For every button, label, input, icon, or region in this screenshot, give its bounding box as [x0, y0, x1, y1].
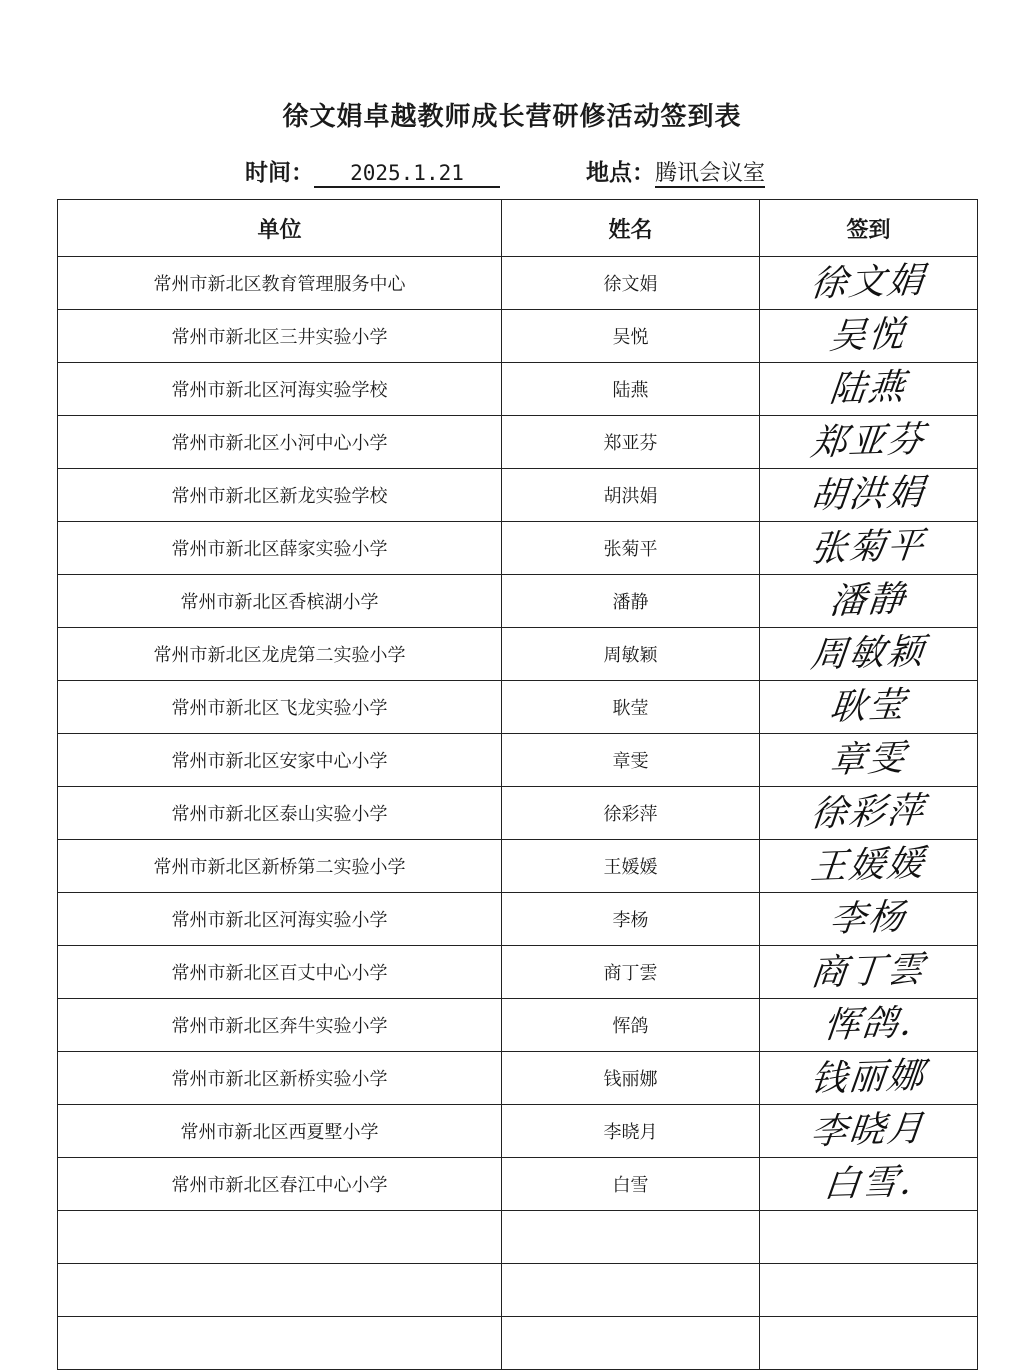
cell-name: 李杨 — [502, 893, 760, 946]
cell-signature — [760, 1105, 978, 1158]
cell-name: 周敏颖 — [502, 628, 760, 681]
empty-cell — [502, 1211, 760, 1264]
table-row — [58, 363, 978, 416]
table-row — [58, 787, 978, 840]
cell-unit: 常州市新北区百丈中心小学 — [58, 946, 502, 999]
table-row — [58, 416, 978, 469]
table-row — [58, 734, 978, 787]
table-body — [58, 257, 978, 1370]
table-row — [58, 1105, 978, 1158]
handwritten-signature: 王媛媛 — [809, 843, 928, 888]
table-row — [58, 840, 978, 893]
handwritten-signature: 耿莹 — [828, 684, 909, 729]
empty-cell — [58, 1211, 502, 1264]
empty-row — [58, 1264, 978, 1317]
empty-cell — [760, 1317, 978, 1370]
table-header-row — [58, 200, 978, 257]
place-label: 地点： — [586, 159, 655, 186]
sheet-title: 徐文娟卓越教师成长营研修活动签到表 — [282, 102, 742, 132]
cell-name: 钱丽娜 — [502, 1052, 760, 1105]
table-row — [58, 681, 978, 734]
cell-unit: 常州市新北区西夏墅小学 — [58, 1105, 502, 1158]
time-label: 时间： — [245, 159, 314, 186]
place-field — [586, 154, 765, 187]
cell-name: 徐彩萍 — [502, 787, 760, 840]
cell-name: 王媛媛 — [502, 840, 760, 893]
cell-unit: 常州市新北区奔牛实验小学 — [58, 999, 502, 1052]
handwritten-signature: 郑亚芬 — [809, 419, 928, 464]
table-row — [58, 469, 978, 522]
cell-signature — [760, 416, 978, 469]
cell-name: 耿莹 — [502, 681, 760, 734]
cell-unit: 常州市新北区新龙实验学校 — [58, 469, 502, 522]
empty-cell — [760, 1264, 978, 1317]
table-row — [58, 946, 978, 999]
cell-signature — [760, 840, 978, 893]
cell-name: 李晓月 — [502, 1105, 760, 1158]
table-row — [58, 628, 978, 681]
cell-name: 恽鸽 — [502, 999, 760, 1052]
cell-unit: 常州市新北区河海实验学校 — [58, 363, 502, 416]
cell-name: 陆燕 — [502, 363, 760, 416]
header-unit: 单位 — [58, 200, 502, 257]
handwritten-signature: 徐彩萍 — [809, 790, 928, 835]
place-value: 腾讯会议室 — [655, 161, 766, 186]
cell-signature — [760, 575, 978, 628]
cell-signature — [760, 257, 978, 310]
cell-unit: 常州市新北区河海实验小学 — [58, 893, 502, 946]
cell-signature — [760, 469, 978, 522]
handwritten-signature: 潘静 — [828, 578, 909, 623]
cell-unit: 常州市新北区薛家实验小学 — [58, 522, 502, 575]
table-row — [58, 575, 978, 628]
cell-signature — [760, 522, 978, 575]
empty-row — [58, 1317, 978, 1370]
sign-in-table — [57, 199, 978, 1370]
cell-signature — [760, 628, 978, 681]
handwritten-signature: 白雪. — [821, 1161, 916, 1206]
cell-name: 章雯 — [502, 734, 760, 787]
handwritten-signature: 胡洪娟 — [809, 472, 928, 517]
cell-signature — [760, 946, 978, 999]
cell-name: 商丁雲 — [502, 946, 760, 999]
cell-unit: 常州市新北区新桥实验小学 — [58, 1052, 502, 1105]
cell-signature — [760, 734, 978, 787]
cell-unit: 常州市新北区安家中心小学 — [58, 734, 502, 787]
table-row — [58, 999, 978, 1052]
cell-signature — [760, 999, 978, 1052]
handwritten-signature: 张菊平 — [809, 525, 928, 570]
header-name: 姓名 — [502, 200, 760, 257]
table-row — [58, 522, 978, 575]
table-row — [58, 310, 978, 363]
handwritten-signature: 周敏颖 — [809, 631, 928, 676]
cell-signature — [760, 363, 978, 416]
empty-row — [58, 1211, 978, 1264]
cell-unit: 常州市新北区飞龙实验小学 — [58, 681, 502, 734]
cell-unit: 常州市新北区三井实验小学 — [58, 310, 502, 363]
cell-signature — [760, 1158, 978, 1211]
cell-unit: 常州市新北区香槟湖小学 — [58, 575, 502, 628]
cell-signature — [760, 893, 978, 946]
cell-unit: 常州市新北区教育管理服务中心 — [58, 257, 502, 310]
table-row — [58, 893, 978, 946]
handwritten-signature: 钱丽娜 — [809, 1055, 928, 1100]
empty-cell — [502, 1264, 760, 1317]
cell-signature — [760, 787, 978, 840]
handwritten-signature: 商丁雲 — [809, 949, 928, 994]
handwritten-signature: 恽鸽. — [821, 1002, 916, 1047]
handwritten-signature: 章雯 — [828, 737, 909, 782]
cell-unit: 常州市新北区龙虎第二实验小学 — [58, 628, 502, 681]
empty-cell — [58, 1264, 502, 1317]
handwritten-signature: 李晓月 — [809, 1108, 928, 1153]
cell-unit: 常州市新北区春江中心小学 — [58, 1158, 502, 1211]
cell-name: 吴悦 — [502, 310, 760, 363]
cell-unit: 常州市新北区泰山实验小学 — [58, 787, 502, 840]
cell-name: 潘静 — [502, 575, 760, 628]
table-row — [58, 257, 978, 310]
empty-cell — [58, 1317, 502, 1370]
handwritten-signature: 陆燕 — [828, 366, 909, 411]
handwritten-signature: 徐文娟 — [809, 260, 928, 305]
header-sign: 签到 — [760, 200, 978, 257]
cell-name: 胡洪娟 — [502, 469, 760, 522]
cell-unit: 常州市新北区小河中心小学 — [58, 416, 502, 469]
time-field — [245, 154, 500, 188]
time-value: 2025.1.21 — [314, 161, 500, 188]
cell-name: 郑亚芬 — [502, 416, 760, 469]
cell-name: 张菊平 — [502, 522, 760, 575]
handwritten-signature: 吴悦 — [828, 313, 909, 358]
cell-unit: 常州市新北区新桥第二实验小学 — [58, 840, 502, 893]
table-row — [58, 1158, 978, 1211]
cell-signature — [760, 681, 978, 734]
cell-signature — [760, 310, 978, 363]
handwritten-signature: 李杨 — [828, 896, 909, 941]
cell-signature — [760, 1052, 978, 1105]
empty-cell — [760, 1211, 978, 1264]
table-row — [58, 1052, 978, 1105]
empty-cell — [502, 1317, 760, 1370]
cell-name: 白雪 — [502, 1158, 760, 1211]
cell-name: 徐文娟 — [502, 257, 760, 310]
